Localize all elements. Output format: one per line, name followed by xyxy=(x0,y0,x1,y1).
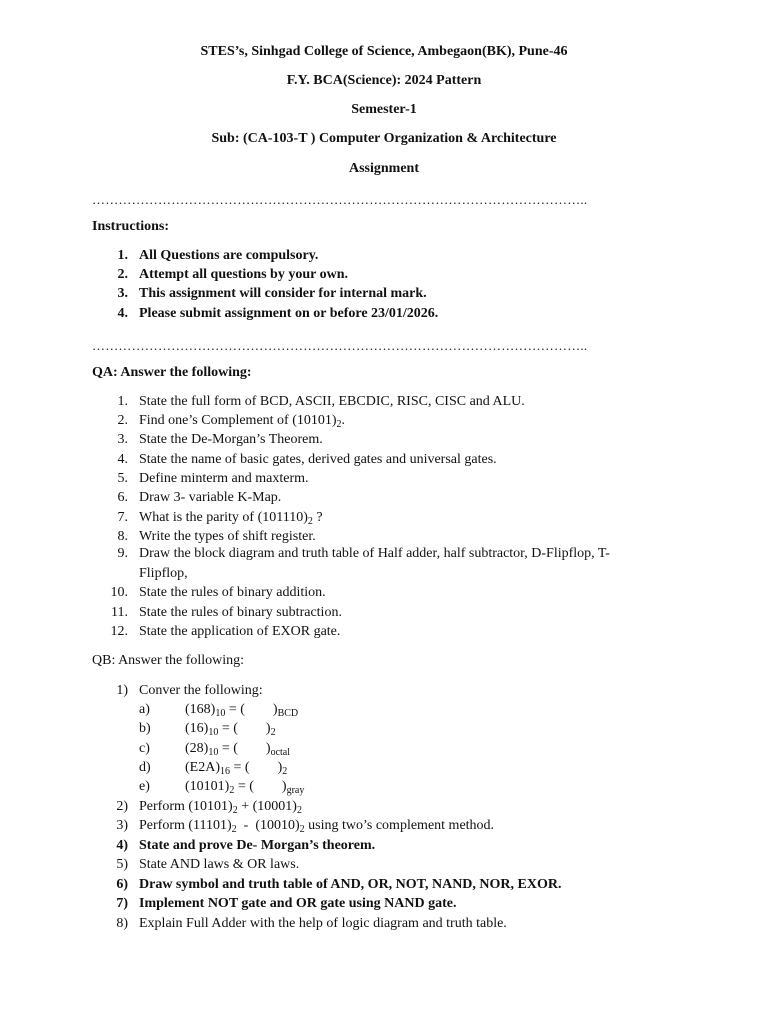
question-text: Explain Full Adder with the help of logic diagram and truth table. xyxy=(139,916,507,931)
list-number: 3. xyxy=(117,286,128,301)
list-number: 5. xyxy=(117,471,128,486)
list-number: 5) xyxy=(116,857,128,872)
program-name: F.Y. BCA(Science): 2024 Pattern xyxy=(286,73,482,88)
question-text: State the name of basic gates, derived gates and universal gates. xyxy=(139,452,497,467)
list-number: 4. xyxy=(117,452,128,467)
list-number: 7. xyxy=(117,510,128,525)
conversion-expression: $(E2A)_{16}$ = ( )$_2$ xyxy=(185,760,288,777)
list-number: 8. xyxy=(117,529,128,544)
list-number: 6. xyxy=(117,490,128,505)
list-number: 8) xyxy=(116,916,128,931)
question-text: Draw symbol and truth table of AND, OR, NOT, NAND, NOR, EXOR. xyxy=(139,877,562,892)
list-number: 1. xyxy=(117,248,128,263)
list-number: 6) xyxy=(116,877,128,892)
question-text: State the full form of BCD, ASCII, EBCDIC, RISC, CISC and ALU. xyxy=(139,394,525,409)
conversion-expression: $(16)_{10}$ = ( )$_2$ xyxy=(185,721,276,738)
question-text: Perform $(10101)_2 + (10001)_2$ xyxy=(139,799,302,816)
question-text: What is the parity of $(101110)_2$ ? xyxy=(139,510,323,527)
question-text: Draw the block diagram and truth table of Half adder, half subtractor, D-Flipflop, T- xyxy=(139,546,610,561)
list-number: 2) xyxy=(116,799,128,814)
college-name: STES’s, Sinhgad College of Science, Ambegaon(BK), Pune-46 xyxy=(200,44,568,59)
question-text: Define minterm and maxterm. xyxy=(139,471,309,486)
list-number: 7) xyxy=(116,896,128,911)
conversion-expression: $(168)_{10}$ = ( )$_{BCD}$ xyxy=(185,702,299,719)
list-number: 2. xyxy=(117,267,128,282)
list-number: 9. xyxy=(117,546,128,561)
list-number: 3. xyxy=(117,432,128,447)
sub-letter: a) xyxy=(139,702,150,717)
list-number: 1) xyxy=(116,683,128,698)
question-text: State the rules of binary addition. xyxy=(139,585,326,600)
question-text: State and prove De- Morgan’s theorem. xyxy=(139,838,376,853)
doc-type: Assignment xyxy=(348,161,419,176)
sub-letter: d) xyxy=(139,760,151,775)
question-text: Implement NOT gate and OR gate using NAND gate. xyxy=(139,896,457,911)
question-text: State the rules of binary subtraction. xyxy=(139,605,342,620)
instructions-title: Instructions: xyxy=(92,219,170,234)
instruction-text: Please submit assignment on or before 23/01/2026. xyxy=(139,306,439,321)
semester: Semester-1 xyxy=(351,102,417,117)
list-number: 4. xyxy=(117,306,128,321)
subject: Sub: (CA-103-T ) Computer Organization & Architecture xyxy=(211,131,557,146)
list-number: 11. xyxy=(111,605,128,620)
question-text: Draw 3- variable K-Map. xyxy=(139,490,282,505)
question-text: Write the types of shift register. xyxy=(139,529,316,544)
question-text: Conver the following: xyxy=(139,683,263,698)
question-text: State the De-Morgan’s Theorem. xyxy=(139,432,323,447)
list-number: 3) xyxy=(116,818,128,833)
question-text: Perform $(11101)_2 - (10010)_2$ using two’s complement method. xyxy=(139,818,495,835)
sub-letter: c) xyxy=(139,741,150,756)
list-number: 1. xyxy=(117,394,128,409)
separator-middle: ………………………………………………………………………………………………….. xyxy=(92,339,588,353)
list-number: 4) xyxy=(116,838,128,853)
separator-top: ………………………………………………………………………………………………….. xyxy=(92,193,588,207)
question-text: Find one’s Complement of $(10101)_2$. xyxy=(139,413,346,430)
list-number: 12. xyxy=(110,624,128,639)
instruction-text: This assignment will consider for internal mark. xyxy=(139,286,427,301)
sub-letter: e) xyxy=(139,779,150,794)
sub-letter: b) xyxy=(139,721,151,736)
instruction-text: All Questions are compulsory. xyxy=(139,248,319,263)
instruction-text: Attempt all questions by your own. xyxy=(139,267,348,282)
list-number: 10. xyxy=(110,585,128,600)
qb-title: QB: Answer the following: xyxy=(92,653,245,668)
question-text: State AND laws & OR laws. xyxy=(139,857,300,872)
question-text: State the application of EXOR gate. xyxy=(139,624,341,639)
list-number: 2. xyxy=(117,413,128,428)
conversion-expression: $(10101)_2$ = ( )$_{gray}$ xyxy=(185,779,305,796)
question-text: Flipflop, xyxy=(139,566,188,581)
qa-title: QA: Answer the following: xyxy=(92,365,252,380)
conversion-expression: $(28)_{10}$ = ( )$_{octal}$ xyxy=(185,741,290,758)
